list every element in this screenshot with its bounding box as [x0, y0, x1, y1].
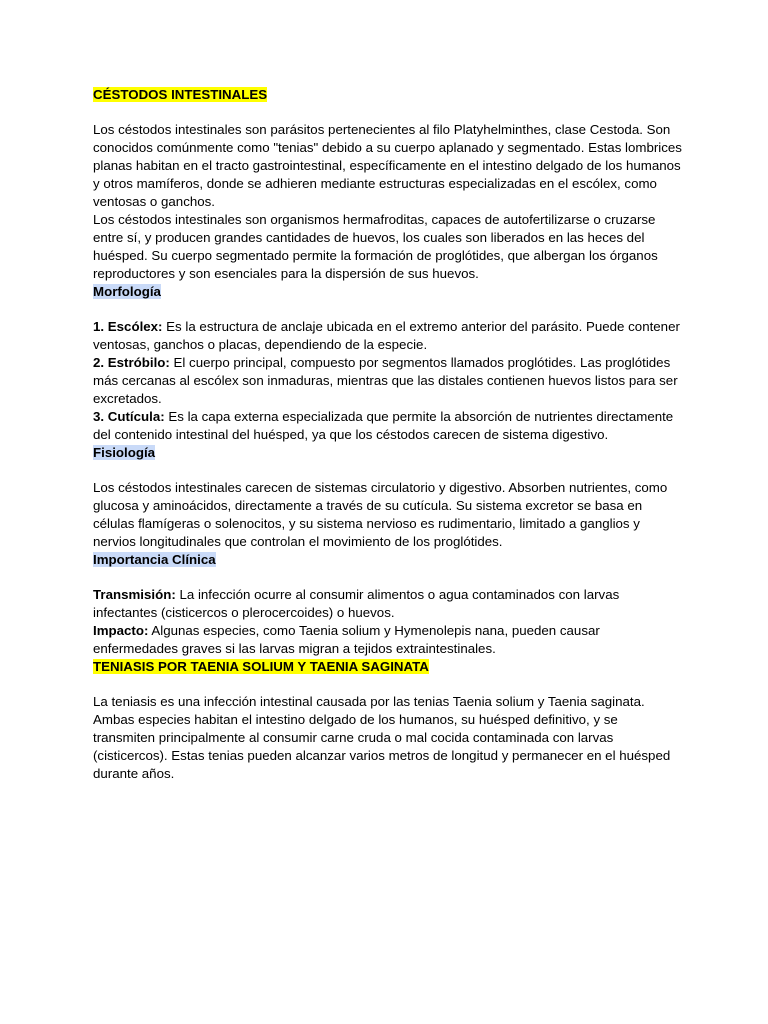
document-page — [93, 86, 683, 783]
fisiologia-paragraph: Los céstodos intestinales carecen de sistemas circulatorio y digestivo. Absorben nutrientes, como glucosa y aminoácidos, directamente a través de su cutícula. Su sistema excretor se basa en células flamígeras o solenocitos, y su sistema nervioso es rudimentario, limitado a ganglios y nervios longitudinales que controlan el movimiento de los proglótides. — [93, 480, 668, 549]
subheading-importancia-clinica: Importancia Clínica — [93, 552, 216, 567]
intro-paragraph-1: Los céstodos intestinales son parásitos pertenecientes al filo Platyhelminthes, clase Cestoda. Son conocidos comúnmente como "tenias" debido a su cuerpo aplanado y segmentado. Estas lombrices planas habitan en el tracto gastrointestinal, específicamente en el intestino delgado de los humanos y otros mamíferos, donde se adhieren mediante estructuras especializadas en el escólex, como ventosas o ganchos. — [93, 122, 682, 209]
estrobilo-text: El cuerpo principal, compuesto por segmentos llamados proglótides. Las proglótides más cercanas al escólex son inmaduras, mientras que las distales contienen huevos listos para ser excretados. — [93, 355, 678, 406]
transmision-paragraph — [93, 586, 683, 622]
impacto-text: Algunas especies, como Taenia solium y Hymenolepis nana, pueden causar enfermedades graves si las larvas migran a tejidos extraintestinales. — [93, 623, 600, 656]
cuticula-label: 3. Cutícula: — [93, 409, 165, 424]
morfologia-item-escolex — [93, 318, 683, 354]
section-title-block — [93, 86, 683, 104]
intro-paragraph-2: Los céstodos intestinales son organismos hermafroditas, capaces de autofertilizarse o cruzarse entre sí, y producen grandes cantidades de huevos, los cuales son liberados en las heces del huésped. Su cuerpo segmentado permite la formación de proglótides, que albergan los órganos reproductores y son esenciales para la dispersión de sus huevos. — [93, 212, 658, 281]
morfologia-item-cuticula — [93, 408, 683, 444]
transmision-label: Transmisión: — [93, 587, 176, 602]
impacto-paragraph — [93, 622, 683, 658]
teniasis-paragraph: La teniasis es una infección intestinal causada por las tenias Taenia solium y Taenia saginata. Ambas especies habitan el intestino delgado de los humanos, su huésped definitivo, y se transmiten principalmente al consumir carne cruda o mal cocida contaminada con larvas (cisticercos). Estas tenias pueden alcanzar varios metros de longitud y permanecer en el huésped durante años. — [93, 694, 671, 781]
subheading-importancia-block — [93, 551, 683, 569]
estrobilo-label: 2. Estróbilo: — [93, 355, 170, 370]
impacto-label: Impacto: — [93, 623, 149, 638]
subheading-morfologia: Morfología — [93, 284, 161, 299]
escolex-label: 1. Escólex: — [93, 319, 163, 334]
subheading-fisiologia-block — [93, 444, 683, 462]
section-title-teniasis-block — [93, 658, 683, 676]
escolex-text: Es la estructura de anclaje ubicada en el extremo anterior del parásito. Puede contener ventosas, ganchos o placas, dependiendo de la especie. — [93, 319, 680, 352]
morfologia-item-estrobilo — [93, 354, 683, 408]
subheading-fisiologia: Fisiología — [93, 445, 156, 460]
transmision-text: La infección ocurre al consumir alimentos o agua contaminados con larvas infectantes (cisticercos o plerocercoides) o huevos. — [93, 587, 620, 620]
cuticula-text: Es la capa externa especializada que permite la absorción de nutrientes directamente del contenido intestinal del huésped, ya que los céstodos carecen de sistema digestivo. — [93, 409, 674, 442]
section-title-teniasis: TENIASIS POR TAENIA SOLIUM Y TAENIA SAGINATA — [93, 659, 429, 674]
subheading-morfologia-block — [93, 283, 683, 301]
section-title-cestodos: CÉSTODOS INTESTINALES — [93, 87, 268, 102]
